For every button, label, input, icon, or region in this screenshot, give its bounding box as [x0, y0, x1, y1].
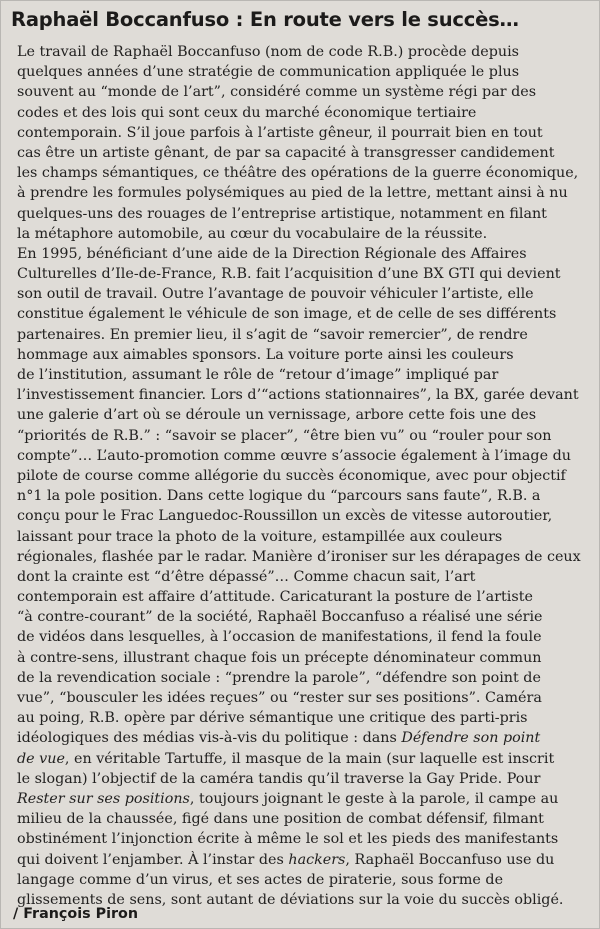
body-text: vue”, “bousculer les idées reçues” ou “rester sur ses positions”. Caméra	[17, 690, 542, 706]
body-text: quelques-uns des rouages de l’entreprise artistique, notamment en filant	[17, 205, 547, 222]
article-title: Raphaël Boccanfuso : En route vers le succès…	[11, 8, 519, 31]
body-text: la métaphore automobile, au cœur du vocabulaire de la réussite.	[17, 225, 488, 242]
body-text: une galerie d’art où se déroule un vernissage, arbore cette fois une des	[17, 407, 537, 424]
body-text: idéologiques des médias vis-à-vis du politique : dans	[17, 730, 402, 747]
body-text: de vidéos dans lesquelles, à l’occasion de manifestations, il fend la foule	[17, 629, 542, 646]
body-line	[17, 829, 589, 849]
body-text: milieu de la chaussée, figé dans une position de combat défensif, filmant	[17, 811, 544, 828]
body-line	[17, 850, 589, 870]
body-text: n°1 la pole position. Dans cette logique du “parcours sans faute”, R.B. a	[17, 488, 541, 505]
body-text: obstinément l’injonction écrite à même le sol et les pieds des manifestants	[17, 831, 559, 848]
body-line	[17, 284, 589, 304]
body-text: “priorités de R.B.” : “savoir se placer”, “être bien vu” ou “rouler pour son	[17, 427, 552, 444]
body-text: pilote de course comme allégorie du succès économique, avec pour objectif	[17, 467, 566, 484]
body-line	[17, 486, 589, 506]
body-text: son outil de travail. Outre l’avantage de pouvoir véhiculer l’artiste, elle	[17, 286, 534, 303]
body-text: le slogan) l’objectif de la caméra tandis qu’il traverse la Gay Pride. Pour	[17, 770, 541, 787]
body-line	[17, 426, 589, 446]
body-line	[17, 809, 589, 829]
body-text: , Raphaël Boccanfuso use du	[345, 851, 555, 868]
body-line	[17, 183, 589, 203]
body-line	[17, 304, 589, 324]
body-line	[17, 688, 589, 708]
body-text: , en véritable Tartuffe, il masque de la main (sur laquelle est inscrit	[64, 750, 555, 767]
body-line	[17, 446, 589, 466]
body-line	[17, 264, 589, 284]
body-text: qui doivent l’enjamber. À l’instar des	[17, 851, 289, 868]
body-line	[17, 769, 589, 789]
body-line	[17, 527, 589, 547]
body-line	[17, 325, 589, 345]
italic-text: Rester sur ses positions	[17, 790, 190, 807]
italic-text: Défendre son point	[401, 730, 541, 747]
body-text: quelques années d’une stratégie de communication appliquée le plus	[17, 64, 520, 81]
body-line	[17, 123, 589, 143]
body-text: laissant pour trace la photo de la voiture, estampillée aux couleurs	[17, 528, 503, 545]
body-text: contemporain. S’il joue parfois à l’artiste gêneur, il pourrait bien en tout	[17, 124, 543, 141]
body-text: dont la crainte est “d’être dépassé”… Comme chacun sait, l’art	[17, 568, 476, 585]
author-signature: / François Piron	[13, 906, 139, 922]
body-line	[17, 405, 589, 425]
body-line	[17, 708, 589, 728]
body-line	[17, 365, 589, 385]
body-line	[17, 244, 589, 264]
body-text: En 1995, bénéficiant d’une aide de la Direction Régionale des Affaires	[17, 245, 527, 262]
body-line	[17, 789, 589, 809]
body-line	[17, 506, 589, 526]
body-text: souvent au “monde de l’art”, considéré comme un système régi par des	[17, 84, 537, 101]
body-line	[17, 42, 589, 62]
body-line	[17, 668, 589, 688]
body-line	[17, 627, 589, 647]
body-line	[17, 143, 589, 163]
body-text: Culturelles d’Ile-de-France, R.B. fait l’acquisition d’une BX GTI qui devient	[17, 266, 561, 283]
body-text: compte”… L’auto-promotion comme œuvre s’associe également à l’image du	[17, 447, 571, 464]
body-line	[17, 870, 589, 890]
body-line	[17, 587, 589, 607]
body-text: régionales, flashée par le radar. Manière d’ironiser sur les dérapages de ceux	[17, 548, 581, 565]
italic-text: hackers	[288, 851, 346, 868]
body-text: de l’institution, assumant le rôle de “retour d’image” impliqué par	[17, 367, 499, 383]
body-line	[17, 62, 589, 82]
body-line	[17, 648, 589, 668]
body-line	[17, 204, 589, 224]
body-text: l’investissement financier. Lors d’“actions stationnaires”, la BX, garée devant	[17, 387, 579, 404]
body-text: partenaires. En premier lieu, il s’agit de “savoir remercier”, de rendre	[17, 326, 528, 343]
body-line	[17, 607, 589, 627]
body-text: les champs sémantiques, ce théâtre des opérations de la guerre économique,	[17, 165, 579, 182]
body-line	[17, 82, 589, 102]
body-line	[17, 345, 589, 365]
body-line	[17, 728, 589, 748]
italic-text: de vue	[17, 750, 65, 767]
body-text: “à contre-courant” de la société, Raphaël Boccanfuso a réalisé une série	[17, 609, 543, 626]
body-line	[17, 749, 589, 769]
body-line	[17, 567, 589, 587]
body-text: de la revendication sociale : “prendre la parole”, “défendre son point de	[17, 669, 541, 686]
body-text: glissements de sens, sont autant de déviations sur la voie du succès obligé.	[17, 891, 564, 908]
body-text: conçu pour le Frac Languedoc-Roussillon un excès de vitesse autoroutier,	[17, 508, 553, 525]
body-text: à contre-sens, illustrant chaque fois un précepte dénominateur commun	[17, 649, 542, 666]
body-line	[17, 385, 589, 405]
body-text: codes et des lois qui sont ceux du marché économique tertiaire	[17, 104, 477, 121]
body-text: cas être un artiste gênant, de par sa capacité à transgresser candidement	[17, 144, 555, 161]
body-line	[17, 224, 589, 244]
article-body	[17, 42, 589, 910]
body-text: hommage aux aimables sponsors. La voiture porte ainsi les couleurs	[17, 346, 514, 363]
body-line	[17, 103, 589, 123]
body-line	[17, 466, 589, 486]
body-text: à prendre les formules polysémiques au pied de la lettre, mettant ainsi à nu	[17, 185, 568, 202]
body-text: Le travail de Raphaël Boccanfuso (nom de code R.B.) procède depuis	[17, 44, 519, 60]
body-text: au poing, R.B. opère par dérive sémantique une critique des parti-pris	[17, 710, 528, 727]
body-text: langage comme d’un virus, et ses actes de piraterie, sous forme de	[17, 871, 504, 888]
body-text: , toujours joignant le geste à la parole, il campe au	[189, 790, 559, 807]
body-text: contemporain est affaire d’attitude. Caricaturant la posture de l’artiste	[17, 589, 533, 606]
body-line	[17, 163, 589, 183]
body-line	[17, 547, 589, 567]
body-text: constitue également le véhicule de son image, et de celle de ses différents	[17, 306, 557, 323]
